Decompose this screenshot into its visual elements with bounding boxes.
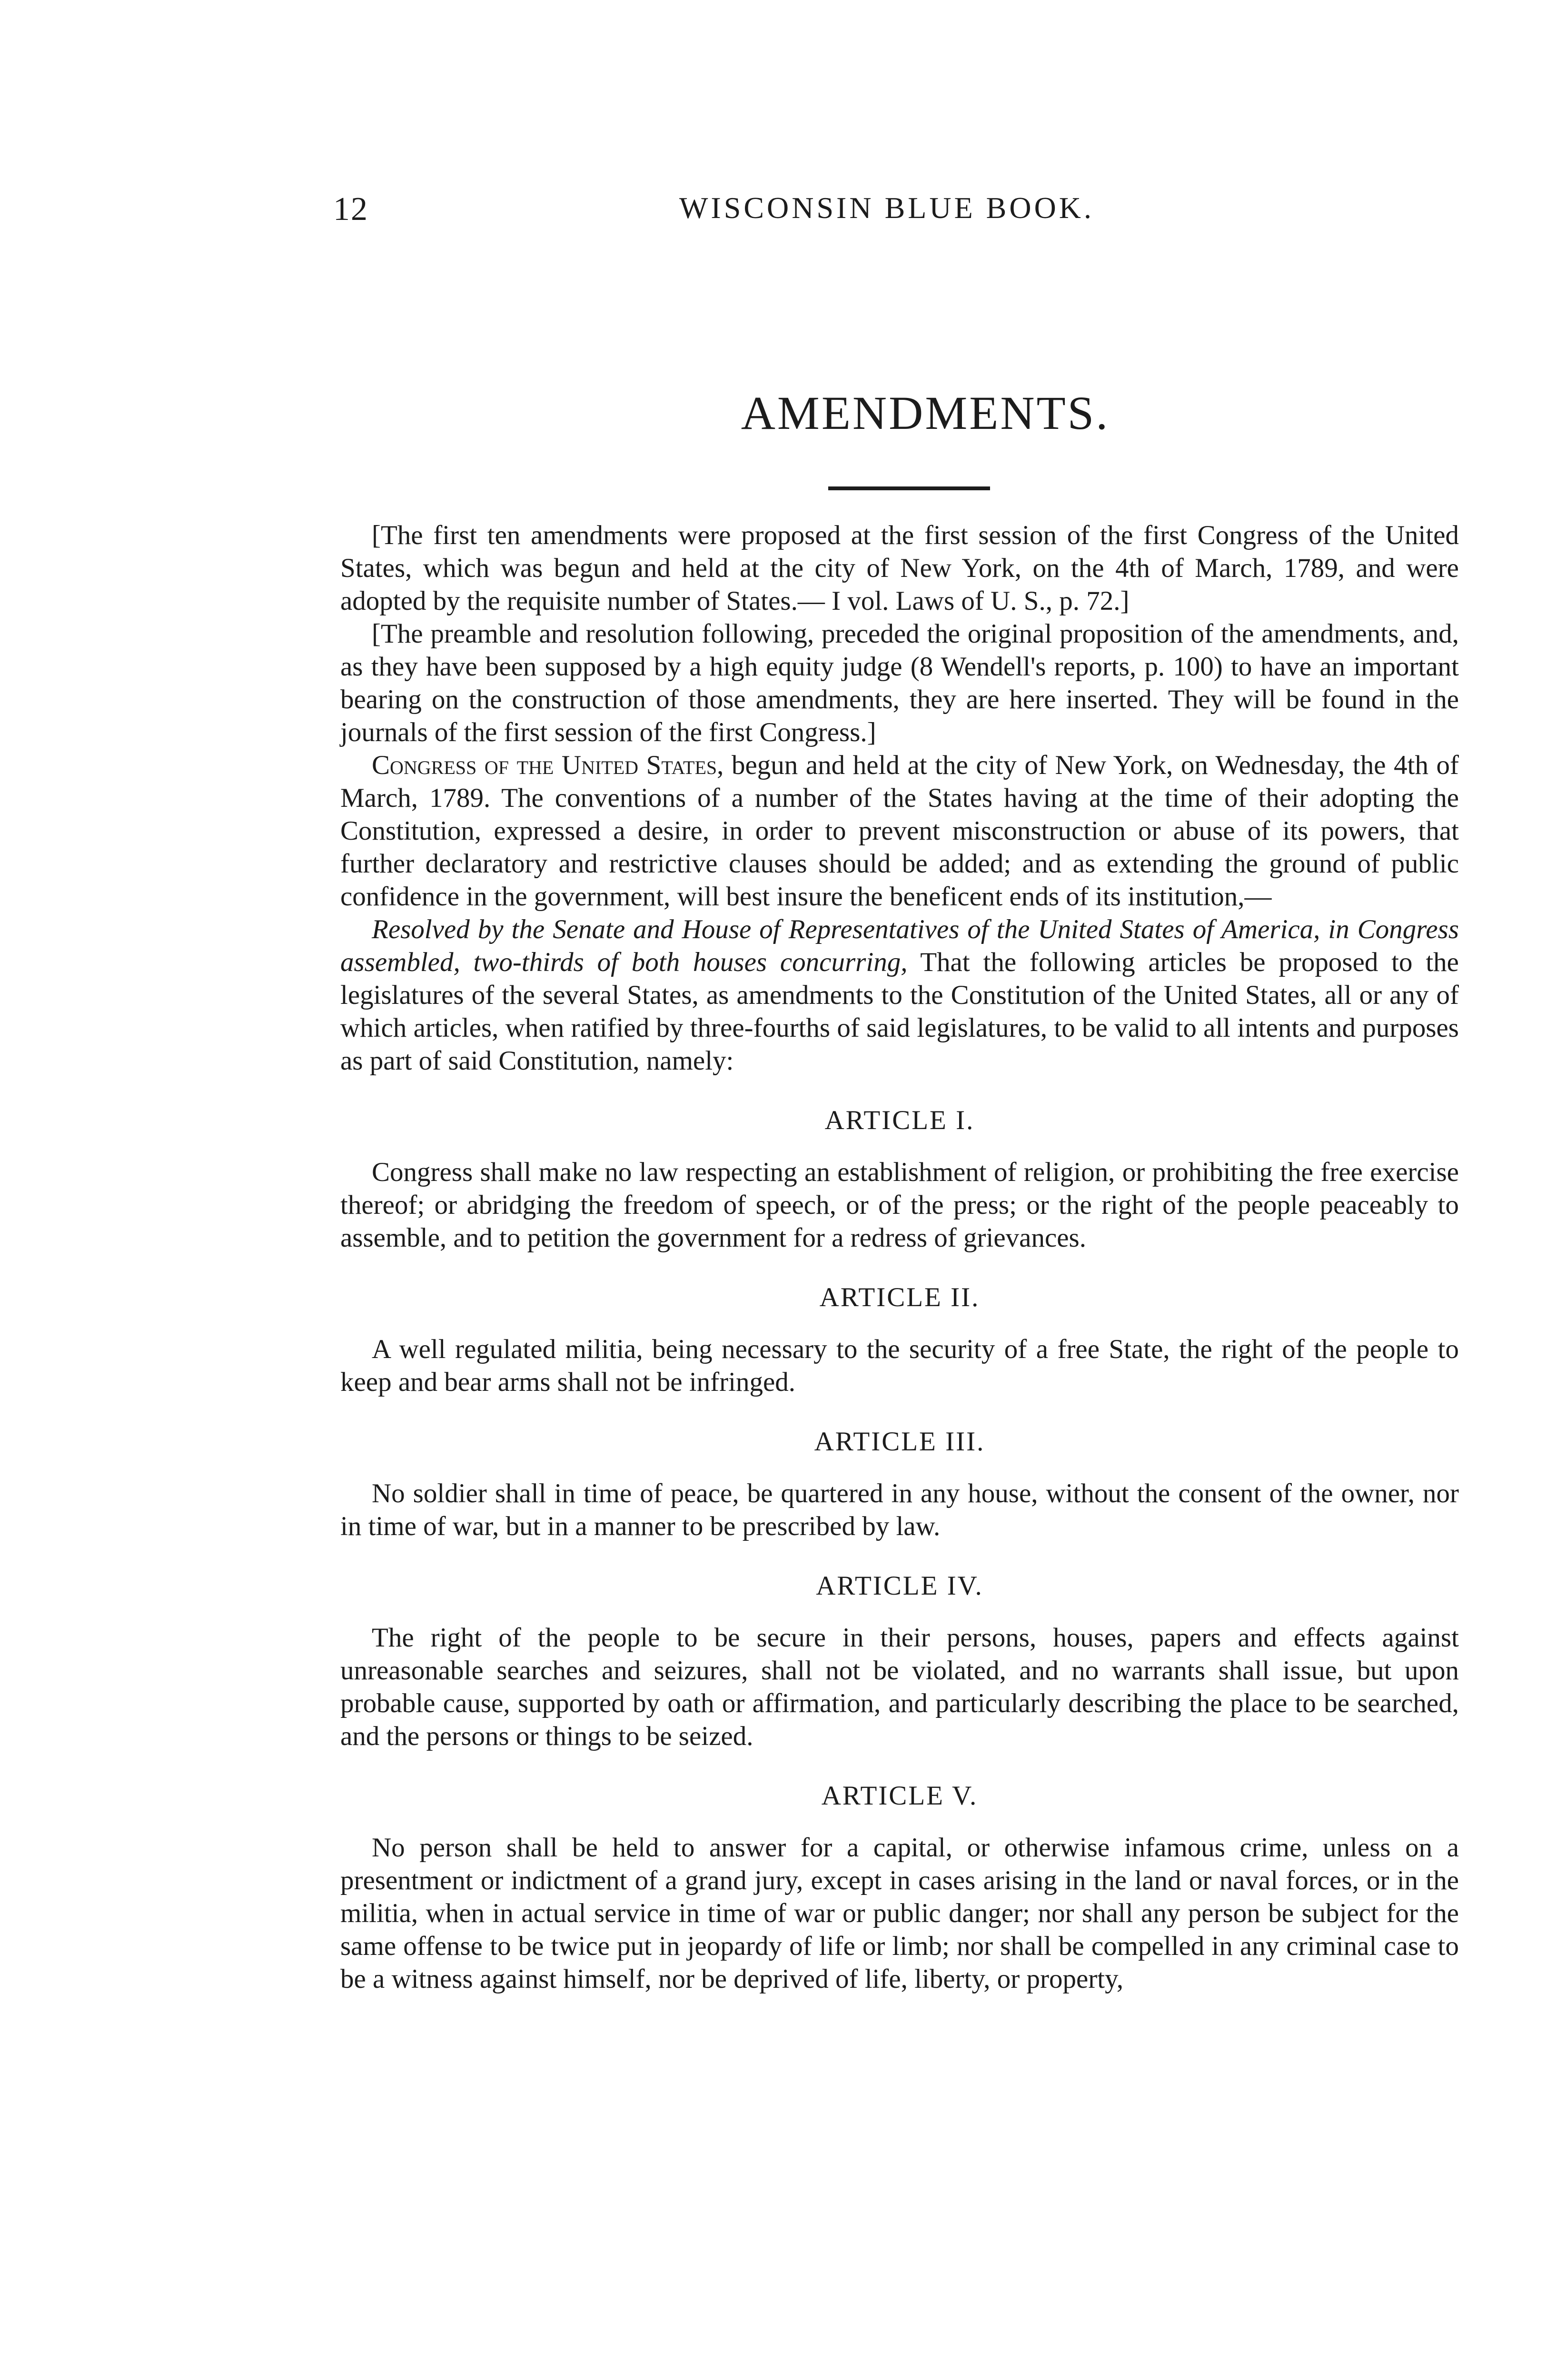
- article-title: ARTICLE IV.: [816, 1571, 983, 1601]
- intro-paragraph-2: [The preamble and resolution following, preceded the original proposition of the amendments, and, as they have been supposed by a high equity judge (8 Wendell's reports, p. 100) to have an important bearing on the construction of those amendments, they are here inserted. They will be found in the journals of the first session of the first Congress.]: [340, 619, 1459, 747]
- article-text: No soldier shall in time of peace, be quartered in any house, without the consent of the owner, nor in time of war, but in a manner to be prescribed by law.: [340, 1478, 1459, 1541]
- body-text: [340, 519, 1459, 1995]
- article-text: A well regulated militia, being necessary to the security of a free State, the right of the people to keep and bear arms shall not be infringed.: [340, 1334, 1459, 1397]
- page-number: 12: [333, 191, 368, 228]
- article-text: Congress shall make no law respecting an establishment of religion, or prohibiting the free exercise thereof; or abridging the freedom of speech, or of the press; or the right of the people peaceably to assemble, and to petition the government for a redress of grievances.: [340, 1157, 1459, 1253]
- article-text: The right of the people to be secure in their persons, houses, papers and effects against unreasonable searches and seizures, shall not be violated, and no warrants shall issue, but upon probable cause, supported by oath or affirmation, and particularly describing the place to be searched, and the persons or things to be seized.: [340, 1623, 1459, 1751]
- article-title: ARTICLE III.: [814, 1427, 985, 1457]
- intro-paragraph-3-text: begun and held at the city of New York, on Wednesday, the 4th of March, 1789. The conventions of a number of the States having at the time of their adopting the Constitution, expressed a desire, in order to prevent misconstruction or abuse of its powers, that further declaratory and restrictive clauses should be added; and as extending the ground of public confidence in the government, will best insure the beneficent ends of its institution,—: [340, 750, 1459, 912]
- article-3: [340, 1425, 1459, 1543]
- resolution-paragraph: [340, 913, 1459, 1077]
- article-title: ARTICLE V.: [821, 1781, 978, 1811]
- section-heading: AMENDMENTS.: [741, 387, 1110, 439]
- intro-paragraph-1: [The first ten amendments were proposed at the first session of the first Congress of the United States, which was begun and held at the city of New York, on the 4th of March, 1789, and were adopted by the requisite number of States.— I vol. Laws of U. S., p. 72.]: [340, 520, 1459, 616]
- article-5: [340, 1779, 1459, 1995]
- resolution-text: That the following articles be proposed to the legislatures of the several States, as amendments to the Constitution of the United States, all or any of which articles, when ratified by three-fourths of said legislatures, to be valid to all intents and purposes as part of said Constitution, namely:: [340, 947, 1459, 1076]
- congress-smallcaps: Congress of the United States,: [372, 750, 724, 780]
- intro-paragraph-3: [340, 749, 1459, 913]
- running-head: [333, 190, 1476, 238]
- article-1: [340, 1104, 1459, 1254]
- article-text: No person shall be held to answer for a capital, or otherwise infamous crime, unless on a presentment or indictment of a grand jury, except in cases arising in the land or naval forces, or in the militia, when in actual service in time of war or public danger; nor shall any person be subject for the same offense to be twice put in jeopardy of life or limb; nor shall be compelled in any criminal case to be a witness against himself, nor be deprived of life, liberty, or property,: [340, 1833, 1459, 1994]
- resolution-italic: Resolved by the Senate and House of Representatives of the United States of America, in Congress assembled, two-thirds of both houses concurring,: [340, 914, 1459, 977]
- heading-rule: [828, 486, 990, 490]
- article-title: ARTICLE I.: [824, 1105, 975, 1135]
- article-title: ARTICLE II.: [819, 1282, 980, 1312]
- article-2: [340, 1281, 1459, 1398]
- book-title: WISCONSIN BLUE BOOK.: [679, 191, 1094, 225]
- article-4: [340, 1569, 1459, 1753]
